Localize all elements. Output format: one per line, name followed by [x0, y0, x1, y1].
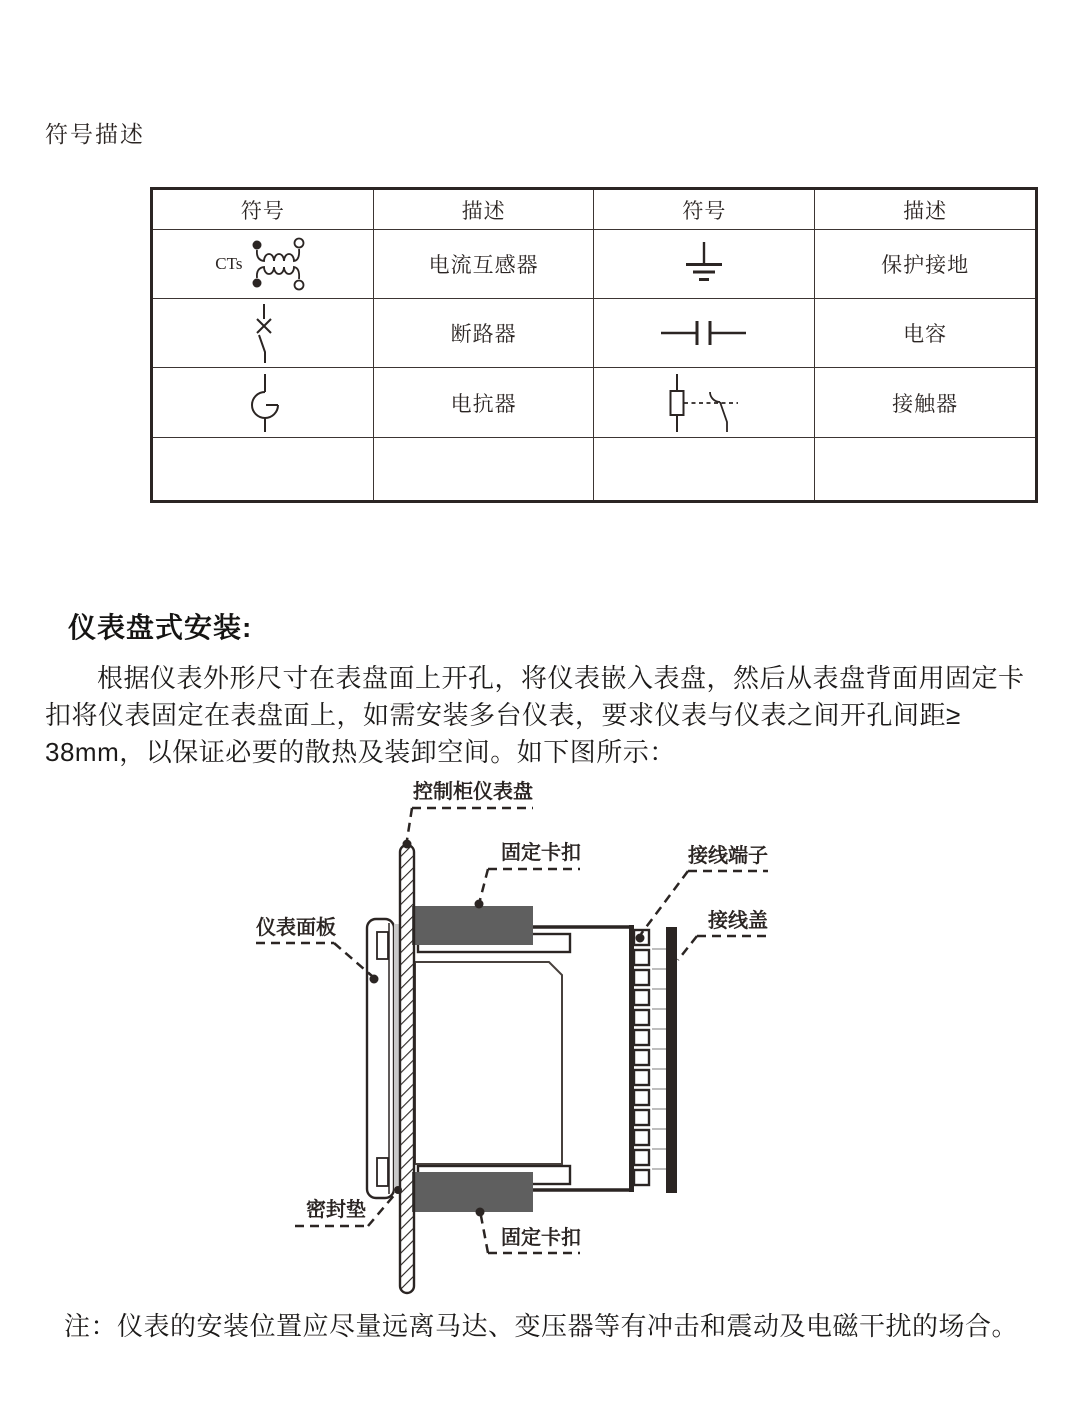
bottom-fixing-clip: [412, 1172, 533, 1212]
table-empty-row: [152, 438, 1037, 502]
current-transformer-symbol: [153, 236, 373, 292]
ct-text: CTs: [215, 254, 243, 273]
contactor-symbol: [594, 372, 814, 434]
symbol-table: [150, 187, 1038, 503]
desc-cell: 电抗器: [373, 368, 594, 438]
installation-note: 注：仪表的安装位置应尽量远离马达、变压器等有冲击和震动及电磁干扰的场合。: [64, 1311, 1019, 1341]
desc-cell: 接触器: [815, 368, 1037, 438]
desc-cell: 保护接地: [815, 230, 1037, 299]
front-bezel: [367, 919, 394, 1198]
table-header-row: [152, 189, 1037, 230]
col-header-desc-1: 描述: [373, 189, 594, 230]
paragraph-line: 扣将仪表固定在表盘面上，如需安装多台仪表，要求仪表与仪表之间开孔间距≥: [45, 700, 961, 730]
reactor-symbol: [153, 372, 373, 434]
table-row: [152, 299, 1037, 368]
label-fixing-clip-top: 固定卡扣: [501, 842, 581, 864]
table-row: [152, 230, 1037, 299]
contactor-icon: [662, 372, 746, 434]
page-title: 符号描述: [45, 122, 145, 147]
table-row: [152, 368, 1037, 438]
paragraph-line: 根据仪表外形尺寸在表盘面上开孔，将仪表嵌入表盘，然后从表盘背面用固定卡: [97, 663, 1025, 693]
label-cabinet-panel: 控制柜仪表盘: [413, 781, 533, 803]
earth-icon: [672, 239, 736, 289]
label-gasket: 密封垫: [306, 1199, 366, 1221]
cabinet-panel-hatched-bar: [400, 845, 414, 1293]
label-front-panel: 仪表面板: [256, 917, 336, 939]
col-header-symbol-1: 符号: [152, 189, 374, 230]
capacitor-symbol: [594, 315, 814, 351]
capacitor-icon: [658, 315, 750, 351]
panel-mounting-diagram: [250, 778, 810, 1303]
reactor-icon: [239, 372, 287, 434]
circuit-breaker-symbol: [153, 302, 373, 364]
label-fixing-clip-bottom: 固定卡扣: [501, 1227, 581, 1249]
protective-earth-symbol: [594, 239, 814, 289]
section-heading: 仪表盘式安装:: [68, 612, 253, 643]
col-header-symbol-2: 符号: [594, 189, 815, 230]
terminal-block: [634, 930, 667, 1185]
terminal-cover-bar: [666, 927, 677, 1193]
col-header-desc-2: 描述: [815, 189, 1037, 230]
desc-cell: 电流互感器: [373, 230, 594, 299]
meter-case: [415, 962, 562, 1164]
label-terminal: 接线端子: [688, 845, 768, 867]
desc-cell: 断路器: [373, 299, 594, 368]
paragraph-line: 38mm，以保证必要的散热及装卸空间。如下图所示：: [45, 737, 676, 767]
ct-coils-icon: [248, 236, 310, 292]
breaker-icon: [245, 302, 281, 364]
installation-paragraph: [45, 660, 1045, 771]
desc-cell: 电容: [815, 299, 1037, 368]
label-terminal-cover: 接线盖: [708, 910, 768, 932]
top-fixing-clip: [412, 906, 533, 945]
